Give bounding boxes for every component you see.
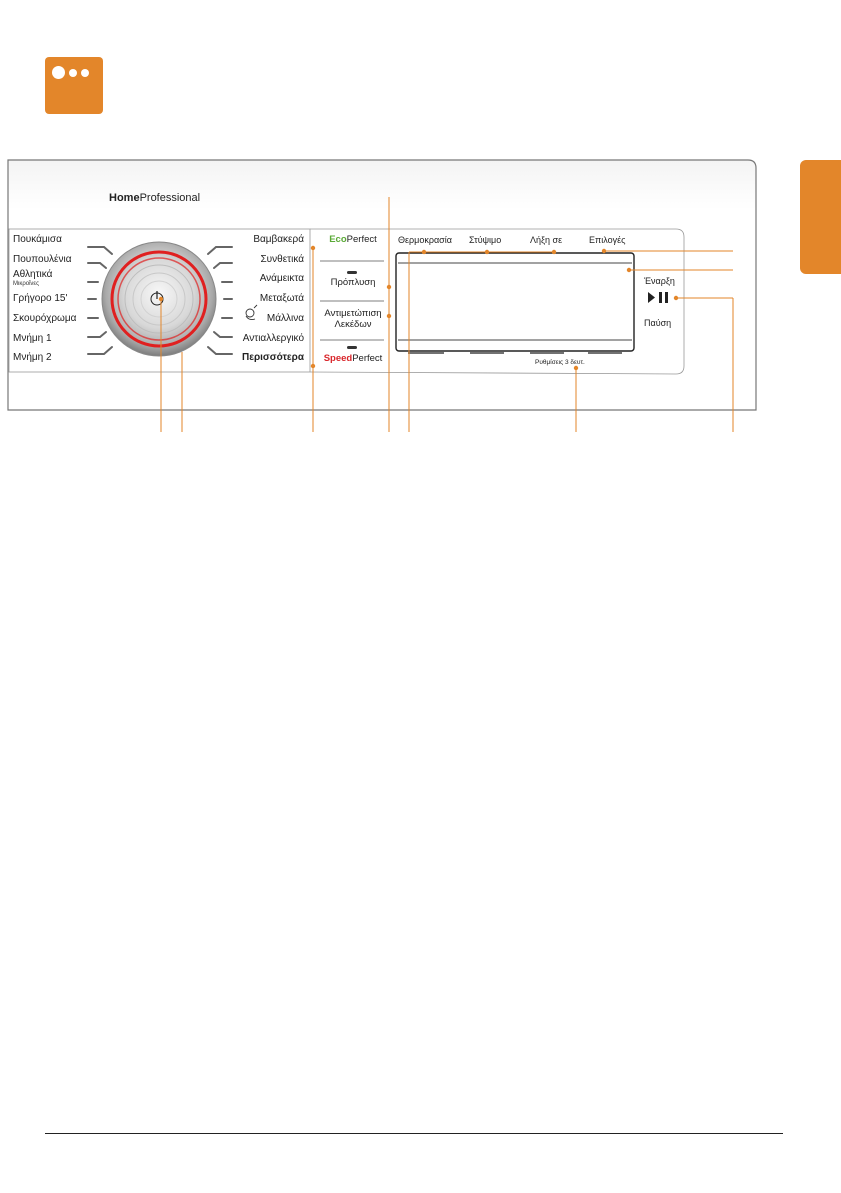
brand-label: HomeProfessional [109,192,201,204]
program-synthetics[interactable]: Συνθετικά [260,254,304,265]
program-sport-sub: Μικροΐνες [13,281,39,287]
prewash-button[interactable]: Πρόπλυση [330,277,376,288]
program-memory-1[interactable]: Μνήμη 1 [13,333,52,344]
speedperfect-button[interactable]: SpeedPerfect [323,353,383,364]
options-button[interactable]: Επιλογές [589,235,626,245]
stain-line-1: Αντιμετώπιση [324,308,382,319]
program-more[interactable]: Περισσότερα [242,352,304,363]
stain-removal-button[interactable] [318,308,388,330]
ecoperfect-button[interactable]: EcoPerfect [329,234,377,245]
start-label: Έναρξη [644,276,675,286]
program-dark[interactable]: Σκουρόχρωμα [13,313,77,324]
program-down[interactable]: Πουπουλένια [13,254,72,265]
settings-3s-hint: Ρυθμίσεις 3 δευτ. [535,359,585,366]
footer-rule [45,1133,783,1134]
pause-label: Παύση [644,318,672,328]
program-mixed[interactable]: Ανάμεικτα [259,273,304,284]
program-wool[interactable]: Μάλλινα [266,313,304,324]
program-cotton[interactable]: Βαμβακερά [253,234,304,245]
start-pause-button[interactable] [644,290,672,305]
stain-line-2: Λεκέδων [334,319,372,330]
control-panel-illustration [0,0,841,440]
temperature-button[interactable]: Θερμοκρασία [398,235,452,245]
program-quick-15[interactable]: Γρήγορο 15' [13,293,68,304]
spin-button[interactable]: Στύψιμο [469,235,502,245]
program-shirts[interactable]: Πουκάμισα [13,234,62,245]
program-silk[interactable]: Μεταξωτά [259,293,304,304]
program-sport[interactable]: Αθλητικά [13,269,53,280]
program-memory-2[interactable]: Μνήμη 2 [13,352,52,363]
finish-in-button[interactable]: Λήξη σε [530,235,563,245]
program-allergy[interactable]: Αντιαλλεργικό [242,333,304,344]
